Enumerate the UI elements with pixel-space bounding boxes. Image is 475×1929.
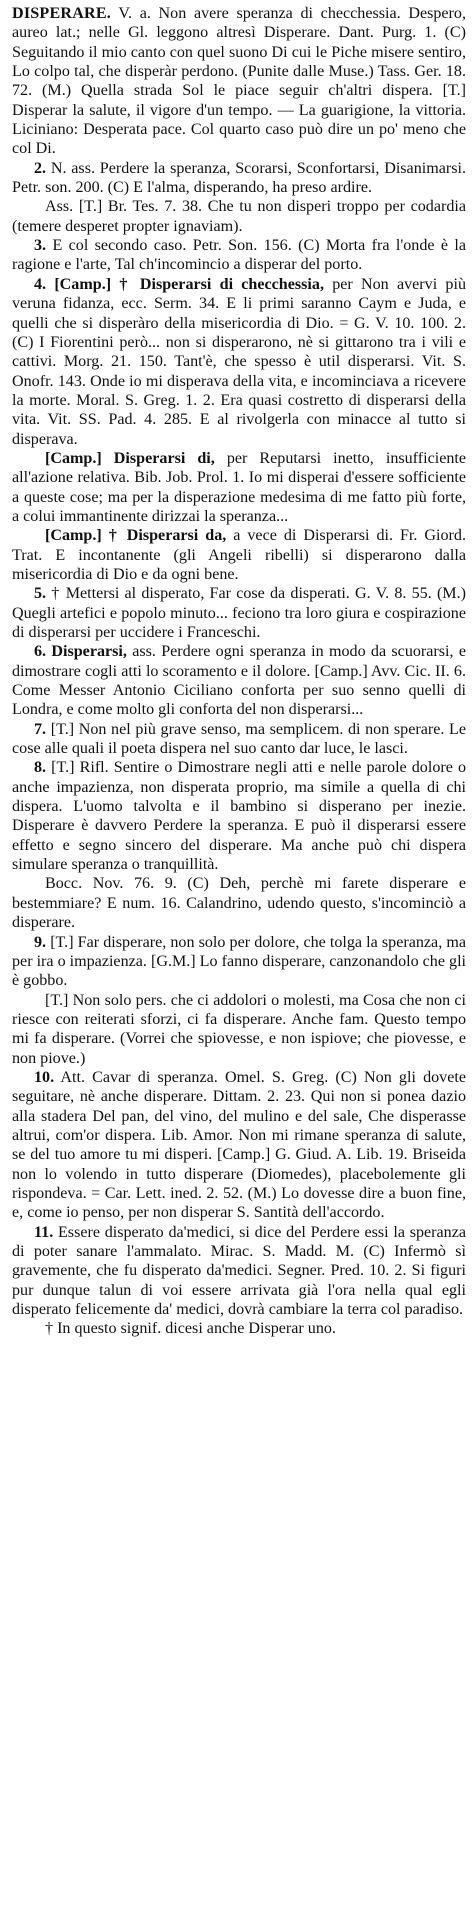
sense-number: 9.	[34, 933, 47, 951]
sense-text: [T.] Non solo pers. che ci addolori o molesti, ma Cosa che non ci riesce con reiterati sforzi, ci fa disperare. Anche fam. Questo tempo mi fa disperare. (Vorrei che spiovesse, e non ispiove; che piovesse, e non piove.)	[12, 991, 466, 1067]
sense-number: 8.	[34, 759, 47, 777]
sense-number: 7.	[34, 720, 47, 738]
sense-text: [T.] Far disperare, non solo per dolore, che tolga la speranza, ma per ira o impazienza. [G.M.] Lo fanno disperare, canzonandolo che gli è gobbo.	[12, 933, 467, 990]
dictionary-entry-disperare	[12, 4, 466, 1339]
sense-8-subentry	[12, 874, 466, 932]
sense-7	[12, 720, 466, 759]
sense-text: Bocc. Nov. 76. 9. (C) Deh, perchè mi farete disperare e bestemmiare? E num. 16. Calandrino, udendo questo, s'incominciò a disperare.	[12, 875, 466, 932]
sense-6	[12, 642, 466, 719]
sense-number: 6.	[34, 643, 47, 661]
sense-8	[12, 758, 466, 874]
headword: DISPERARE.	[12, 5, 112, 22]
sense-text: † In questo signif. dicesi anche Disperar uno.	[45, 1320, 336, 1338]
sense-text: per Non avervi più veruna fidanza, ecc. Serm. 34. E li primi saranno Caym e Juda, e quelli che si disperàro della misericordia di Dio. = G. V. 10. 100. 2. (C) I Fiorentini però... non si disperarono, nè si gittarono tra i vili e cattivi. Morg. 21. 150. Tant'è, che spesso è util disperarsi. Vit. S. Onofr. 143. Onde io mi disperava della vita, e incominciava a ricevere la morte. Moral. S. Greg. 1. 2. Era quasi costretto di disperarsi della vita. Vit. SS. Pad. 4. 285. E al rivolgerla con minacce al tutto si disperava.	[12, 275, 466, 448]
sense-10	[12, 1068, 466, 1223]
sense-lemma: [Camp.] Disperarsi di,	[45, 449, 215, 467]
sense-lemma: [Camp.] † Disperarsi di checchessia,	[46, 275, 324, 293]
sense-4-subentry-b	[12, 526, 466, 584]
sense-9	[12, 933, 466, 991]
sense-text: E col secondo caso. Petr. Son. 156. (C) Morta fra l'onde è la ragione e l'arte, Tal ch'incomincio a disperar del porto.	[12, 237, 466, 274]
sense-text: [T.] Rifl. Sentire o Dimostrare negli atti e nelle parole dolore o anche impazienza, non disperata proprio, ma simile a quella di chi dispera. L'uomo talvolta e il bambino si disperano per inezie. Disperare è davvero Perdere la speranza. E può il disperarsi essere effetto e segno sincero del disperare. Ma anche può chi dispera simulare speranza o tranquillità.	[12, 759, 466, 874]
sense-3	[12, 236, 466, 275]
sense-2	[12, 159, 466, 198]
sense-text: † Mettersi al disperato, Far cose da disperati. G. V. 8. 55. (M.) Quegli artefici e popolo minuto... feciono tra loro giura e cospirazione di disperarsi per uccidere i Franceschi.	[12, 585, 466, 641]
sense-11	[12, 1223, 466, 1320]
entry-head-text: V. a. Non avere speranza di checchessia. Despero, aureo lat.; nelle Gl. leggono altresì Disperare. Dant. Purg. 1. (C) Seguitando il mio canto con quel suono Di cui le Piche misere sentiro, Lo colpo tal, che disperàr perdono. (Punite dalle Muse.) Tass. Ger. 18. 72. (M.) Quella strada Sol le piace seguir ch'altri dispera. [T.] Disperar la salute, il vigore d'un tempo. — La guarigione, la vittoria. Liciniano: Desperata pace. Col quarto caso può dire un po' meno che col Di.	[12, 5, 466, 158]
sense-text: per Reputarsi inetto, insufficiente all'azione relativa. Bib. Job. Prol. 1. Io mi disperai d'essere sofficiente a queste cose; ma per la disperazione medesima di me fatto più forte, a colui immantinente dirizzai la speranza...	[12, 449, 466, 525]
sense-number: 3.	[34, 237, 47, 255]
sense-2-subentry	[12, 197, 466, 236]
sense-text: Ass. [T.] Br. Tes. 7. 38. Che tu non disperi troppo per codardia (temere desperet propter ignaviam).	[12, 198, 466, 235]
sense-number: 11.	[34, 1223, 54, 1241]
sense-9-subentry	[12, 991, 466, 1068]
sense-text: ass. Perdere ogni speranza in modo da scuorarsi, e dimostrare cogli atti lo scoramento e il dolore. [Camp.] Avv. Cic. II. 6. Come Messer Antonio Ciciliano conforta per suo senno quelli di Londra, e come molto gli conforta del non disperarsi...	[12, 643, 466, 719]
sense-text: a vece di Disperarsi di. Fr. Giord. Trat. E incontanente (gli Angeli ribelli) si disperarono dalla misericordia di Dio e da ogni bene.	[12, 527, 466, 583]
sense-4-subentry-a	[12, 449, 466, 526]
entry-head	[12, 4, 466, 159]
sense-lemma: [Camp.] † Disperarsi da,	[45, 527, 227, 545]
sense-5	[12, 584, 466, 642]
sense-number: 4.	[34, 275, 47, 293]
sense-number: 5.	[34, 585, 47, 603]
sense-lemma: Disperarsi,	[46, 643, 127, 661]
sense-text: [T.] Non nel più grave senso, ma semplicem. di non sperare. Le cose alle quali il poeta dispera nel suo canto dar luce, le lasci.	[12, 720, 466, 758]
sense-number: 2.	[34, 159, 47, 177]
sense-number: 10.	[34, 1068, 55, 1086]
sense-text: N. ass. Perdere la speranza, Scorarsi, Sconfortarsi, Disanimarsi. Petr. son. 200. (C) E l'alma, disperando, ha preso ardire.	[12, 159, 466, 197]
sense-11-subentry	[12, 1319, 466, 1338]
sense-4	[12, 275, 466, 449]
sense-text: Att. Cavar di speranza. Omel. S. Greg. (C) Non gli dovete seguitare, nè anche disperare. Dittam. 2. 23. Qui non si ponea dazio alla stadera Del pan, del vino, del mulino e del sale, Che disperasse altrui, com'or dispera. Lib. Amor. Non mi rimane speranza di salute, se del tuo amore tu mi disperi. [Camp.] G. Giud. A. Lib. 19. Briseida non lo volendo in tutto disperare (Diomedes), placebolemente gli rispondeva. = Car. Lett. ined. 2. 52. (M.) Lo dovesse dire a buon fine, e, come io penso, per non disperar S. Santità dell'accordo.	[12, 1068, 466, 1222]
sense-text: Essere disperato da'medici, si dice del Perdere essi la speranza di poter sanare l'ammalato. Mirac. S. Madd. M. (C) Infermò sì gravemente, che fu disperato da'medici. Segner. Pred. 10. 2. Si figuri pur dunque talun di voi essere arrivata già l'ora nella qual egli disperato felicemente da' medici, dovrà cambiare la terra col paradiso.	[12, 1223, 466, 1319]
